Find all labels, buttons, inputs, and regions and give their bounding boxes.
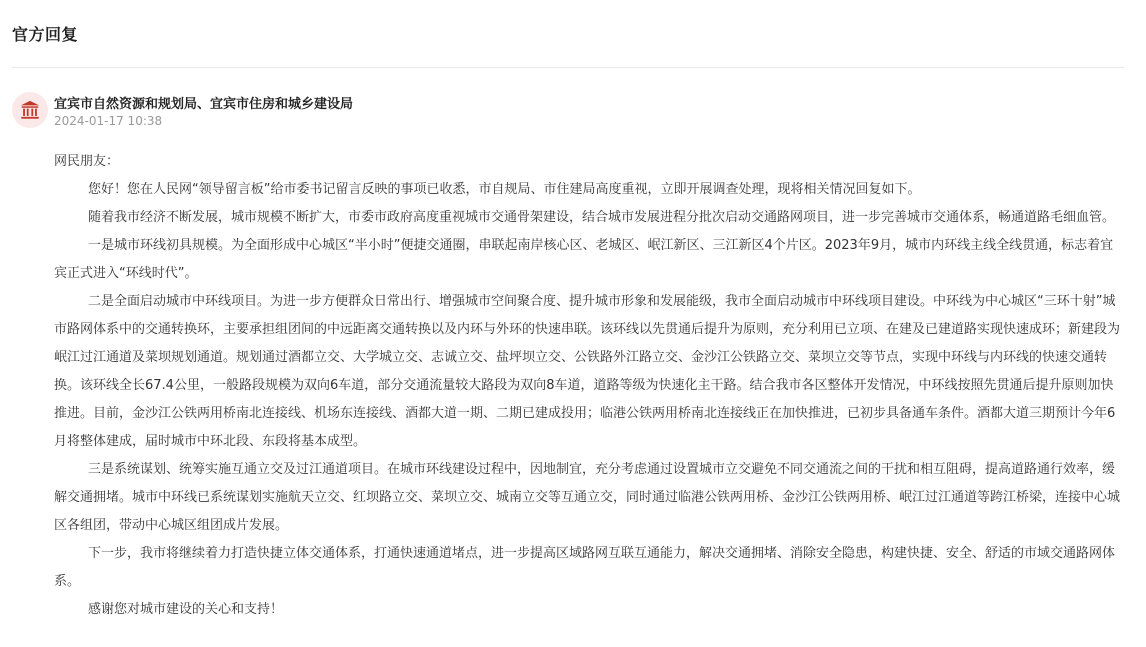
reply-paragraph-middle-ring: 二是全面启动城市中环线项目。为进一步方便群众日常出行、增强城市空间聚合度、提升城市形象和发展能级，我市全面启动城市中环线项目建设。中环线为中心城区“三环十射”城市路网体系中的交通转换环，主要承担组团间的中远距离交通转换以及内环与外环的快速串联。该环线以先贯通后提升为原则，充分利用已立项、在建及已建道路实现快速成环；新建段为岷江过江通道及菜坝规划通道。规划通过酒都立交、大学城立交、志诚立交、盐坪坝立交、公铁路外江路立交、金沙江公铁路立交、菜坝立交等节点，实现中环线与内环线的快速交通转换。该环线全长67.4公里，一般路段规模为双向6车道，部分交通流量较大路段为双向8车道，道路等级为快速化主干路。结合我市各区整体开发情况，中环线按照先贯通后提升原则加快推进。目前，金沙江公铁两用桥南北连接线、机场东连接线、酒都大道一期、二期已建成投用；临港公铁两用桥南北连接线正在加快推进，已初步具备通车条件。酒都大道三期预计今年6月将整体建成，届时城市中环北段、东段将基本成型。	[54, 294, 1121, 449]
section-title-official-reply: 官方回复	[12, 25, 79, 44]
reply-content	[54, 148, 1124, 624]
avatar	[12, 92, 48, 128]
reply-paragraph-background: 随着我市经济不断发展，城市规模不断扩大，市委市政府高度重视城市交通骨架建设，结合城市发展进程分批次启动交通路网项目，进一步完善城市交通体系，畅通道路毛细血管。	[88, 210, 1116, 225]
reply-salutation: 网民朋友：	[54, 154, 120, 169]
reply-organization-name: 宜宾市自然资源和规划局、宜宾市住房和城乡建设局	[54, 97, 354, 112]
header-divider	[12, 67, 1124, 68]
reply-paragraph-interchanges: 三是系统谋划、统筹实施互通立交及过江通道项目。在城市环线建设过程中，因地制宜，充分考虑通过设置城市立交避免不同交通流之间的干扰和相互阻碍，提高道路通行效率，缓解交通拥堵。城市中环线已系统谋划实施航天立交、红坝路立交、菜坝立交、城南立交等互通立交，同时通过临港公铁两用桥、金沙江公铁两用桥、岷江过江通道等跨江桥梁，连接中心城区各组团，带动中心城区组团成片发展。	[54, 462, 1121, 533]
reply-paragraph-inner-ring: 一是城市环线初具规模。为全面形成中心城区“半小时”便捷交通圈，串联起南岸核心区、老城区、岷江新区、三江新区4个片区。2023年9月，城市内环线主线全线贯通，标志着宜宾正式进入“环线时代”。	[54, 238, 1114, 281]
reply-paragraph-thanks: 感谢您对城市建设的关心和支持！	[88, 602, 284, 617]
reply-paragraph-greeting: 您好！您在人民网“领导留言板”给市委书记留言反映的事项已收悉，市自规局、市住建局高度重视，立即开展调查处理，现将相关情况回复如下。	[88, 182, 921, 197]
reply-paragraph-next-steps: 下一步，我市将继续着力打造快捷立体交通体系，打通快速通道堵点，进一步提高区域路网互联互通能力，解决交通拥堵、消除安全隐患，构建快捷、安全、舒适的市域交通路网体系。	[54, 546, 1116, 589]
reply-timestamp: 2024-01-17 10:38	[54, 114, 163, 128]
government-building-icon	[19, 99, 41, 121]
